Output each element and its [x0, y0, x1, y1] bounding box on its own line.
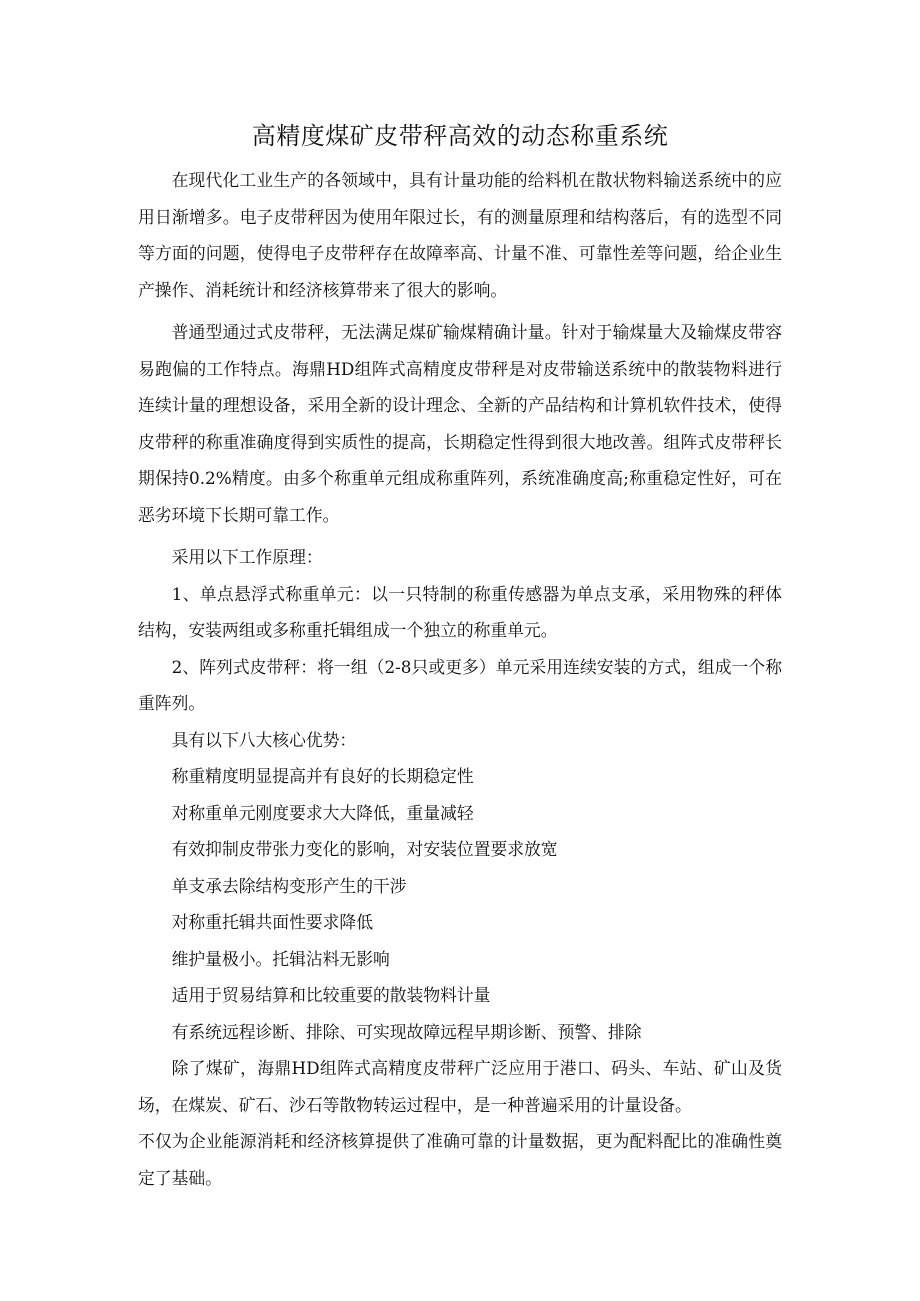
page-title: 高精度煤矿皮带秤高效的动态称重系统	[251, 122, 669, 150]
advantage-item: 对称重单元刚度要求大大降低，重量减轻	[171, 802, 474, 823]
advantage-item: 单支承去除结构变形产生的干涉	[171, 875, 407, 896]
advantage-item: 适用于贸易结算和比较重要的散装物料计量	[171, 985, 491, 1005]
advantage-item: 维护量极小。托辑沾料无影响	[171, 948, 390, 969]
advantage-item: 有效抑制皮带张力变化的影响，对安装位置要求放宽	[171, 839, 558, 859]
paragraph-principle-1: 1、单点悬浮式称重单元：以一只特制的称重传感器为单点支承，采用物殊的秤体结构，安装两组或多称重托辑组成一个独立的称重单元。	[138, 583, 782, 640]
advantage-item: 有系统远程诊断、排除、可实现故障远程早期诊断、预警、排除	[171, 1021, 642, 1042]
paragraph-applications: 除了煤矿，海鼎HD组阵式高精度皮带秤广泛应用于港口、码头、车站、矿山及货场，在煤炭、矿石、沙石等散物转运过程中，是一种普遍采用的计量设备。	[138, 1058, 782, 1115]
paragraph-principle-2: 2、阵列式皮带秤：将一组（2-8只或更多）单元采用连续安装的方式，组成一个称重阵列。	[138, 656, 782, 713]
document-body	[138, 162, 782, 1196]
paragraph-intro: 在现代化工业生产的各领域中，具有计量功能的给料机在散状物料输送系统中的应用日渐增多。电子皮带秤因为使用年限过长，有的测量原理和结构落后，有的选型不同等方面的问题，使得电子皮带秤存在故障率高、计量不准、可靠性差等问题，给企业生产操作、消耗统计和经济核算带来了很大的影响。	[138, 170, 782, 300]
advantage-item: 称重精度明显提高并有良好的长期稳定性	[171, 766, 474, 786]
paragraph-product: 普通型通过式皮带秤，无法满足煤矿输煤精确计量。针对于输煤量大及输煤皮带容易跑偏的工作特点。海鼎HD组阵式高精度皮带秤是对皮带输送系统中的散装物料进行连续计量的理想设备，采用全新的设计理念、全新的产品结构和计算机软件技术，使得皮带秤的称重准确度得到实质性的提高，长期稳定性得到很大地改善。组阵式皮带秤长期保持0.2%精度。由多个称重单元组成称重阵列，系统准确度高;称重稳定性好，可在恶劣环境下长期可靠工作。	[138, 322, 782, 525]
paragraph-principle-heading: 采用以下工作原理：	[171, 547, 323, 567]
paragraph-conclusion: 不仅为企业能源消耗和经济核算提供了准确可靠的计量数据，更为配料配比的准确性奠定了基础。	[138, 1131, 782, 1188]
paragraph-advantages-heading: 具有以下八大核心优势：	[171, 729, 357, 750]
advantage-item: 对称重托辑共面性要求降低	[171, 912, 373, 932]
